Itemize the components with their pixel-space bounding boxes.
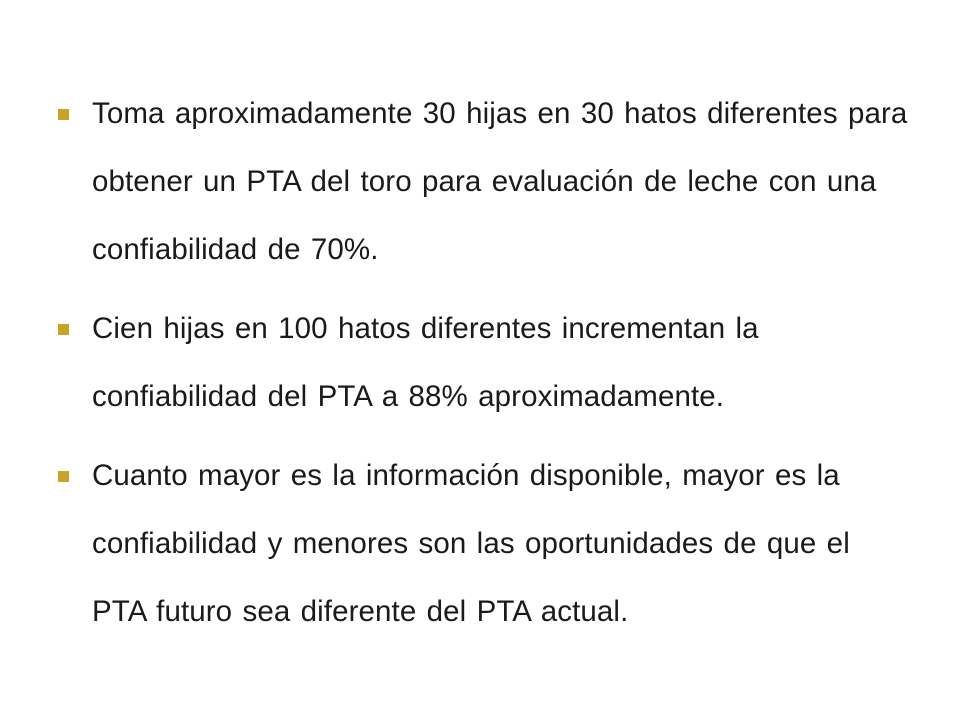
bullet-item — [58, 295, 908, 431]
bullet-item — [58, 442, 908, 646]
square-bullet-icon — [58, 471, 69, 482]
square-bullet-icon — [58, 109, 69, 120]
bullet-text: Toma aproximadamente 30 hijas en 30 hatos diferentes para obtener un PTA del toro para evaluación de leche con una confiabilidad de 70%. — [92, 97, 908, 266]
bullet-text: Cien hijas en 100 hatos diferentes incrementan la confiabilidad del PTA a 88% aproximadamente. — [92, 312, 759, 413]
bullet-list — [58, 80, 908, 657]
bullet-item — [58, 80, 908, 284]
square-bullet-icon — [58, 324, 69, 335]
bullet-text: Cuanto mayor es la información disponible, mayor es la confiabilidad y menores son las oportunidades de que el PTA futuro sea diferente del PTA actual. — [92, 459, 850, 628]
